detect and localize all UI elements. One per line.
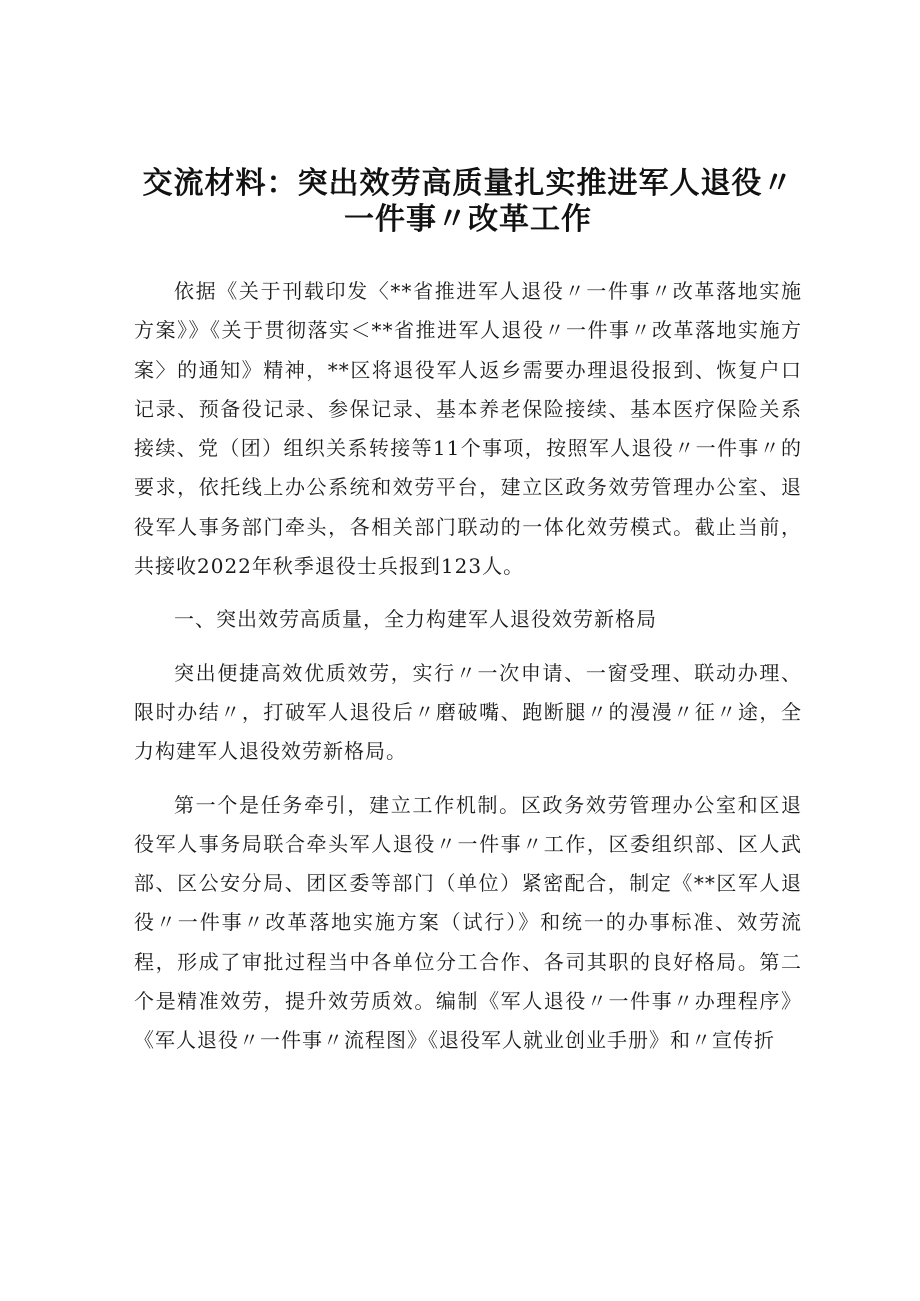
title-line-2: 一件事〃改革工作 [344,202,592,237]
document-body [134,272,802,1061]
intro-paragraph: 依据《关于刊载印发〈**省推进军人退役〃一件事〃改革落地实施方案》》《关于贯彻落实＜**省推进军人退役〃一件事〃改革落地实施方案〉的通知》精神，**区将退役军人返乡需要办理退役报到、恢复户口记录、预备役记录、参保记录、基本养老保险接续、基本医疗保险关系接续、党（团）组织关系转接等11个事项，按照军人退役〃一件事〃的要求，依托线上办公系统和效劳平台，建立区政务效劳管理办公室、退役军人事务部门牵头，各相关部门联动的一体化效劳模式。截止当前，共接收2022年秋季退役士兵报到123人。 [134,279,802,579]
title-line-1: 交流材料：突出效劳高质量扎实推进军人退役〃 [142,166,794,201]
document-title [134,166,802,238]
section-1-body-paragraph: 第一个是任务牵引，建立工作机制。区政务效劳管理办公室和区退役军人事务局联合牵头军人退役〃一件事〃工作，区委组织部、区人武部、区公安分局、团区委等部门（单位）紧密配合，制定《**区军人退役〃一件事〃改革落地实施方案（试行）》和统一的办事标准、效劳流程，形成了审批过程当中各单位分工合作、各司其职的良好格局。第二个是精准效劳，提升效劳质效。编制《军人退役〃一件事〃办理程序》《军人退役〃一件事〃流程图》《退役军人就业创业手册》和〃宣传折 [134,792,802,1053]
section-1-intro-paragraph: 突出便捷高效优质效劳，实行〃一次申请、一窗受理、联动办理、限时办结〃，打破军人退役后〃磨破嘴、跑断腿〃的漫漫〃征〃途，全力构建军人退役效劳新格局。 [134,660,802,764]
section-1-heading: 一、突出效劳高质量，全力构建军人退役效劳新格局 [174,607,657,632]
